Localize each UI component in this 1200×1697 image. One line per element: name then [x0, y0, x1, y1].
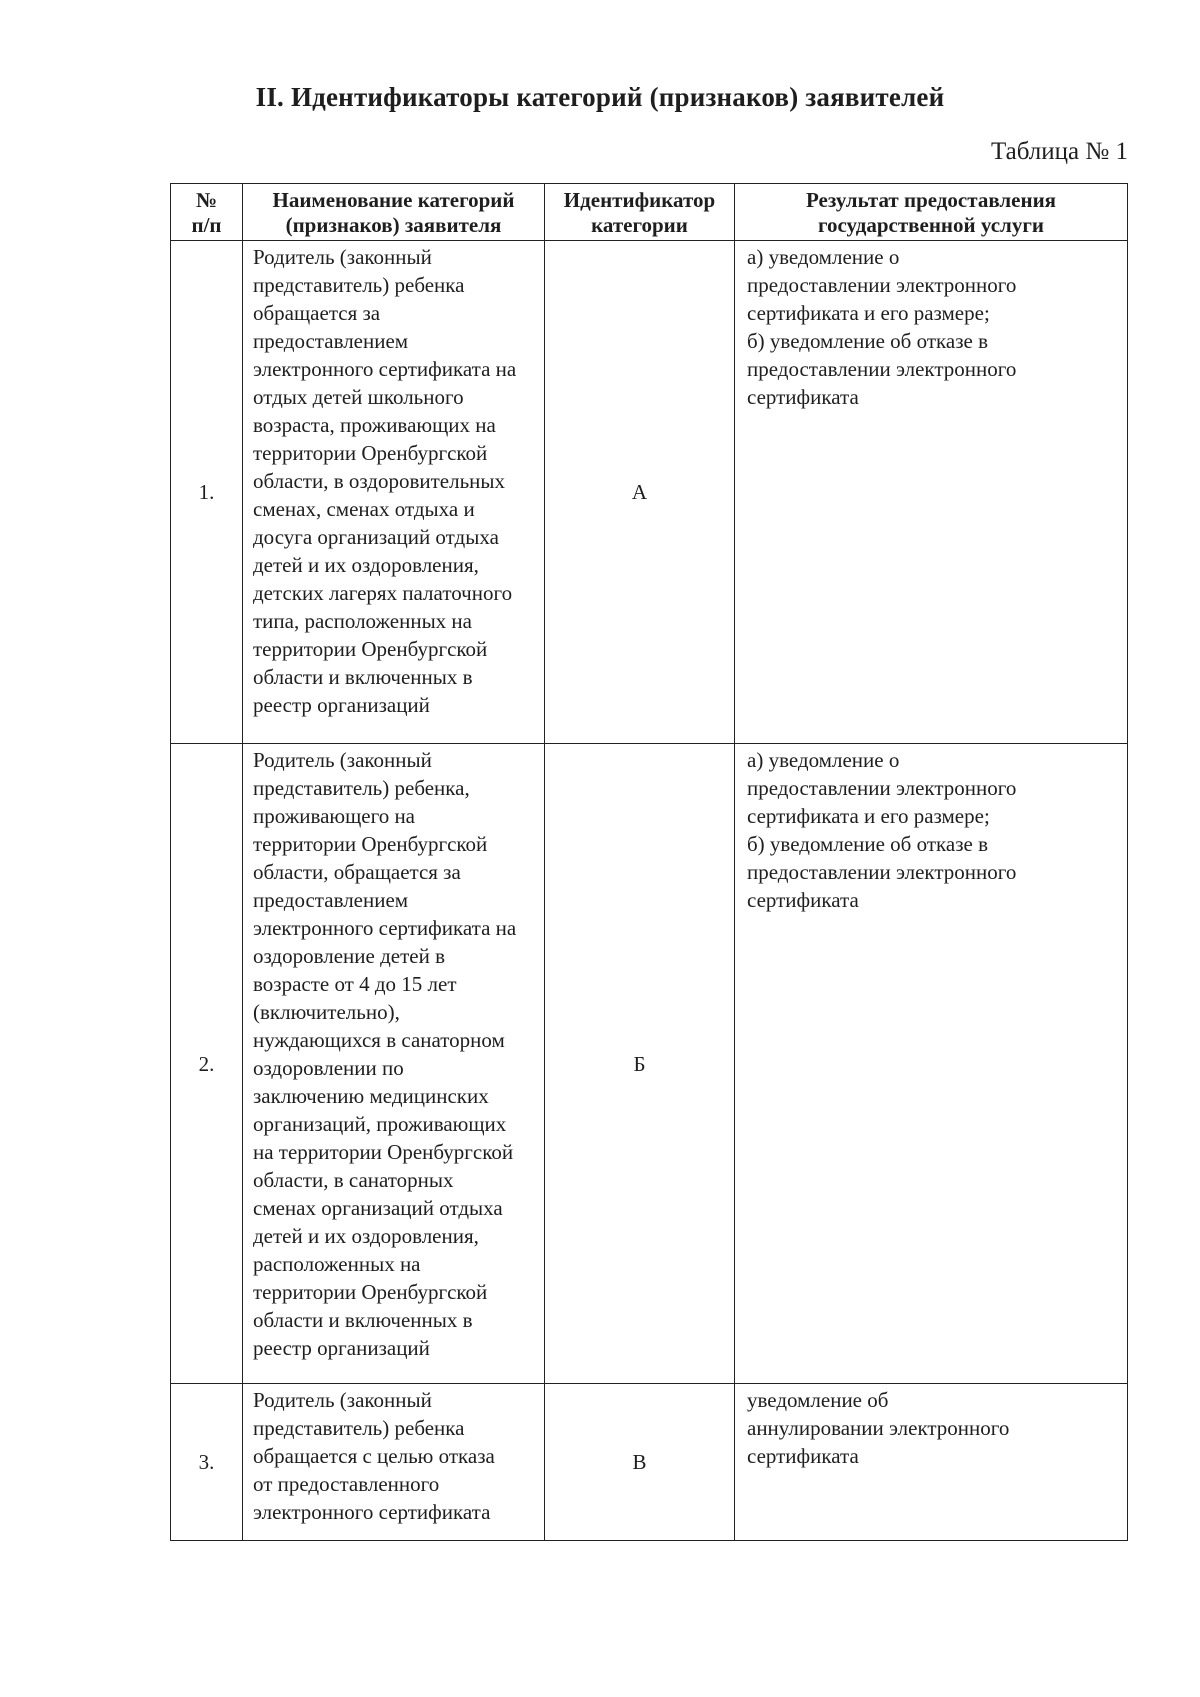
table-row	[171, 241, 1128, 744]
category-identifier: Б	[545, 744, 735, 1384]
table-row	[171, 1384, 1128, 1541]
category-text: Родитель (законный представитель) ребенка обращается с целью отказа от предоставленного электронного сертификата	[243, 1384, 545, 1541]
header-category: Наименование категорий (признаков) заявителя	[243, 184, 545, 241]
category-identifier: В	[545, 1384, 735, 1541]
category-text: Родитель (законный представитель) ребенка обращается за предоставлением электронного сертификата на отдых детей школьного возраста, проживающих на территории Оренбургской области, в оздоровительных сменах, сменах отдыха и досуга организаций отдыха детей и их оздоровления, детских лагерях палаточного типа, расположенных на территории Оренбургской области и включенных в реестр организаций	[243, 241, 545, 744]
header-num: № п/п	[171, 184, 243, 241]
table-row	[171, 744, 1128, 1384]
table-header-row	[171, 184, 1128, 241]
header-identifier: Идентификатор категории	[545, 184, 735, 241]
section-heading: II. Идентификаторы категорий (признаков) заявителей	[255, 82, 945, 112]
applicant-categories-table	[170, 183, 1128, 1541]
category-text: Родитель (законный представитель) ребенка, проживающего на территории Оренбургской области, обращается за предоставлением электронного сертификата на оздоровление детей в возрасте от 4 до 15 лет (включительно), нуждающихся в санаторном оздоровлении по заключению медицинских организаций, проживающих на территории Оренбургской области, в санаторных сменах организаций отдыха детей и их оздоровления, расположенных на территории Оренбургской области и включенных в реестр организаций	[243, 744, 545, 1384]
row-number: 2.	[171, 744, 243, 1384]
service-result: уведомление об аннулировании электронного сертификата	[735, 1384, 1128, 1541]
row-number: 3.	[171, 1384, 243, 1541]
service-result: а) уведомление о предоставлении электронного сертификата и его размере; б) уведомление об отказе в предоставлении электронного сертификата	[735, 744, 1128, 1384]
service-result: а) уведомление о предоставлении электронного сертификата и его размере; б) уведомление об отказе в предоставлении электронного сертификата	[735, 241, 1128, 744]
category-identifier: А	[545, 241, 735, 744]
row-number: 1.	[171, 241, 243, 744]
header-result: Результат предоставления государственной услуги	[735, 184, 1128, 241]
table-number-label: Таблица № 1	[990, 138, 1128, 165]
